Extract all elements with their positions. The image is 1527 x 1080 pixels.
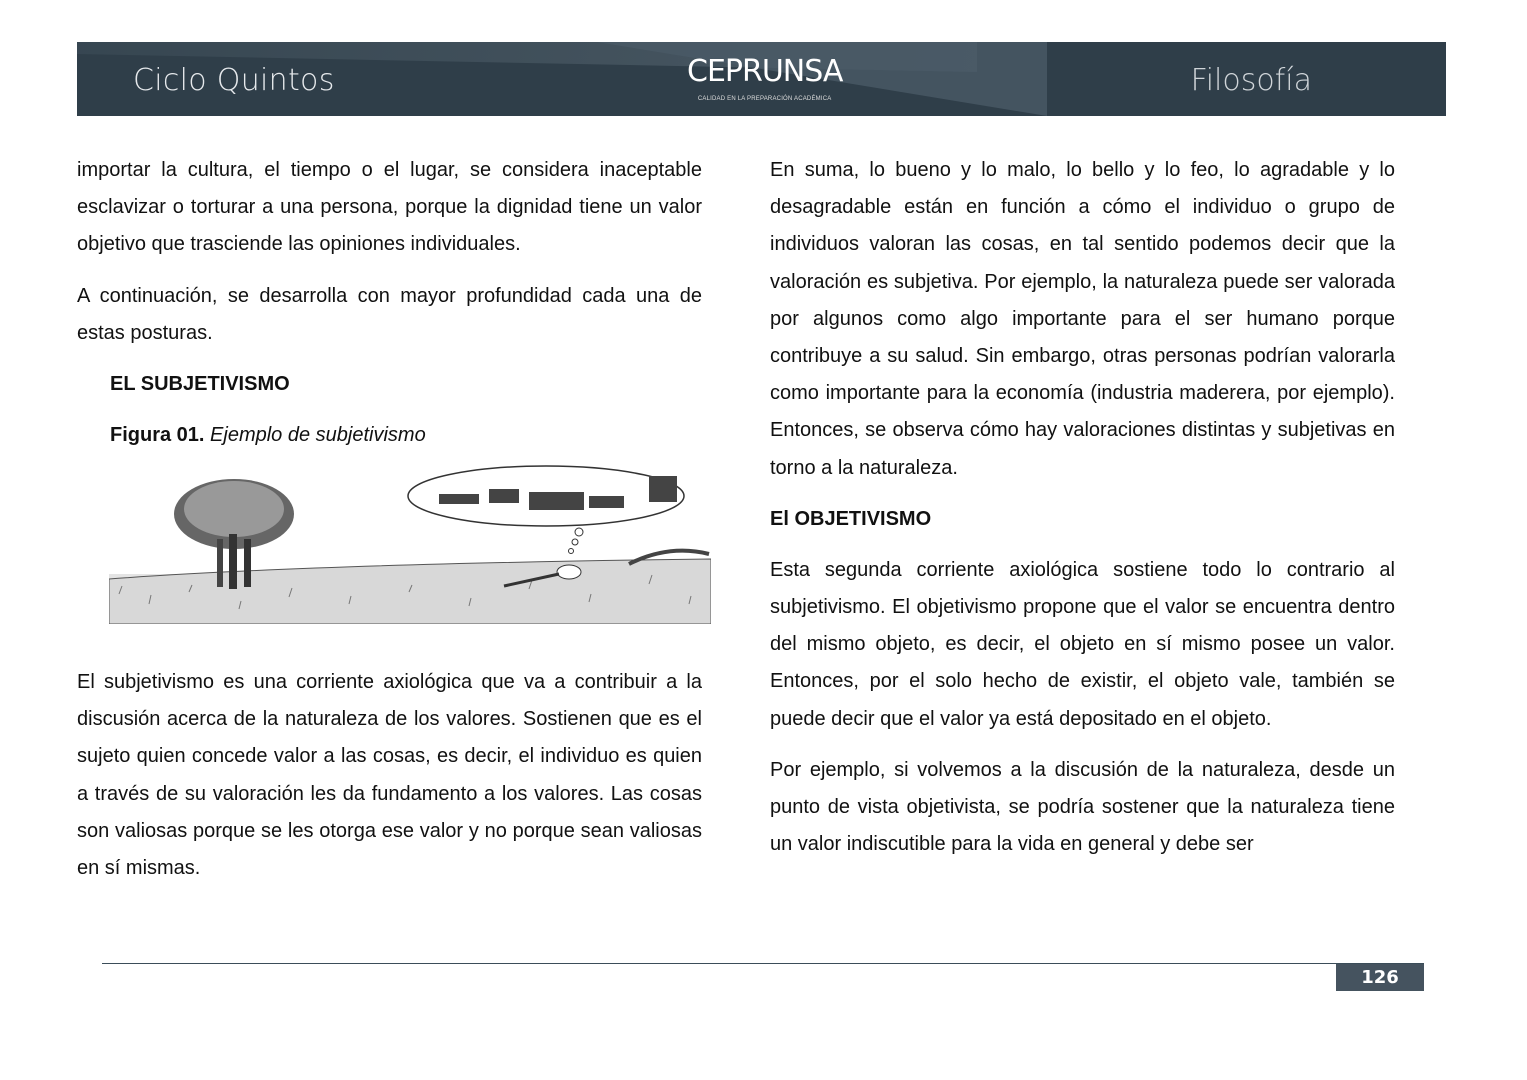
subject-title: Filosofía [1190, 63, 1312, 98]
paragraph: Esta segunda corriente axiológica sostiene todo lo contrario al subjetivismo. El objetivismo propone que el valor se encuentra dentro del mismo objeto, es decir, el objeto en sí mismo posee un valor. Entonces, por el solo hecho de existir, el objeto vale, también se puede decir que el valor ya está depositado en el objeto. [770, 558, 1395, 730]
ceprunsa-logo [687, 52, 842, 104]
page-header [77, 42, 1446, 116]
paragraph: A continuación, se desarrolla con mayor profundidad cada una de estas posturas. [77, 284, 702, 344]
paragraph: Por ejemplo, si volvemos a la discusión de la naturaleza, desde un punto de vista objetivista, se podría sostener que la naturaleza tiene un valor indiscutible para la vida en general y debe ser [770, 758, 1395, 856]
course-title: Ciclo Quintos [133, 63, 335, 98]
footer-divider [102, 963, 1424, 964]
section-heading: EL SUBJETIVISMO [110, 373, 290, 396]
paragraph: En suma, lo bueno y lo malo, lo bello y lo feo, lo agradable y lo desagradable están en función a cómo el individuo o grupo de individuos valoran las cosas, en tal sentido podemos decir que la valoración es subjetiva. Por ejemplo, la naturaleza puede ser valorada por algunos como algo importante para el ser humano porque contribuye a su salud. Sin embargo, otras personas podrían valorarla como importante para la economía (industria maderera, por ejemplo). Entonces, se observa cómo hay valoraciones distintas y subjetivas en torno a la naturaleza. [770, 159, 1395, 479]
figure-caption [110, 417, 702, 454]
section-heading: El OBJETIVISMO [770, 507, 932, 530]
logo-tagline: CALIDAD EN LA PREPARACIÓN ACADÉMICA [697, 96, 832, 102]
left-column [77, 152, 702, 901]
figure-title: Ejemplo de subjetivismo [210, 424, 426, 447]
paragraph: El subjetivismo es una corriente axiológica que va a contribuir a la discusión acerca de la naturaleza de los valores. Sostienen que es el sujeto quien concede valor a las cosas, es decir, el individuo es quien a través de su valoración les da fundamento a los valores. Las cosas son valiosas porque se les otorga ese valor y no porque sean valiosas en sí mismas. [77, 671, 702, 880]
right-column [770, 152, 1395, 877]
paragraph: importar la cultura, el tiempo o el lugar, se considera inaceptable esclavizar o torturar a una persona, porque la dignidad tiene un valor objetivo que trasciende las opiniones individuales. [77, 159, 702, 256]
subjectivism-illustration [109, 464, 711, 624]
figure-label: Figura 01. [110, 424, 205, 447]
logo-name: CEPRUNSA [687, 54, 843, 89]
page-number: 126 [1336, 964, 1424, 991]
